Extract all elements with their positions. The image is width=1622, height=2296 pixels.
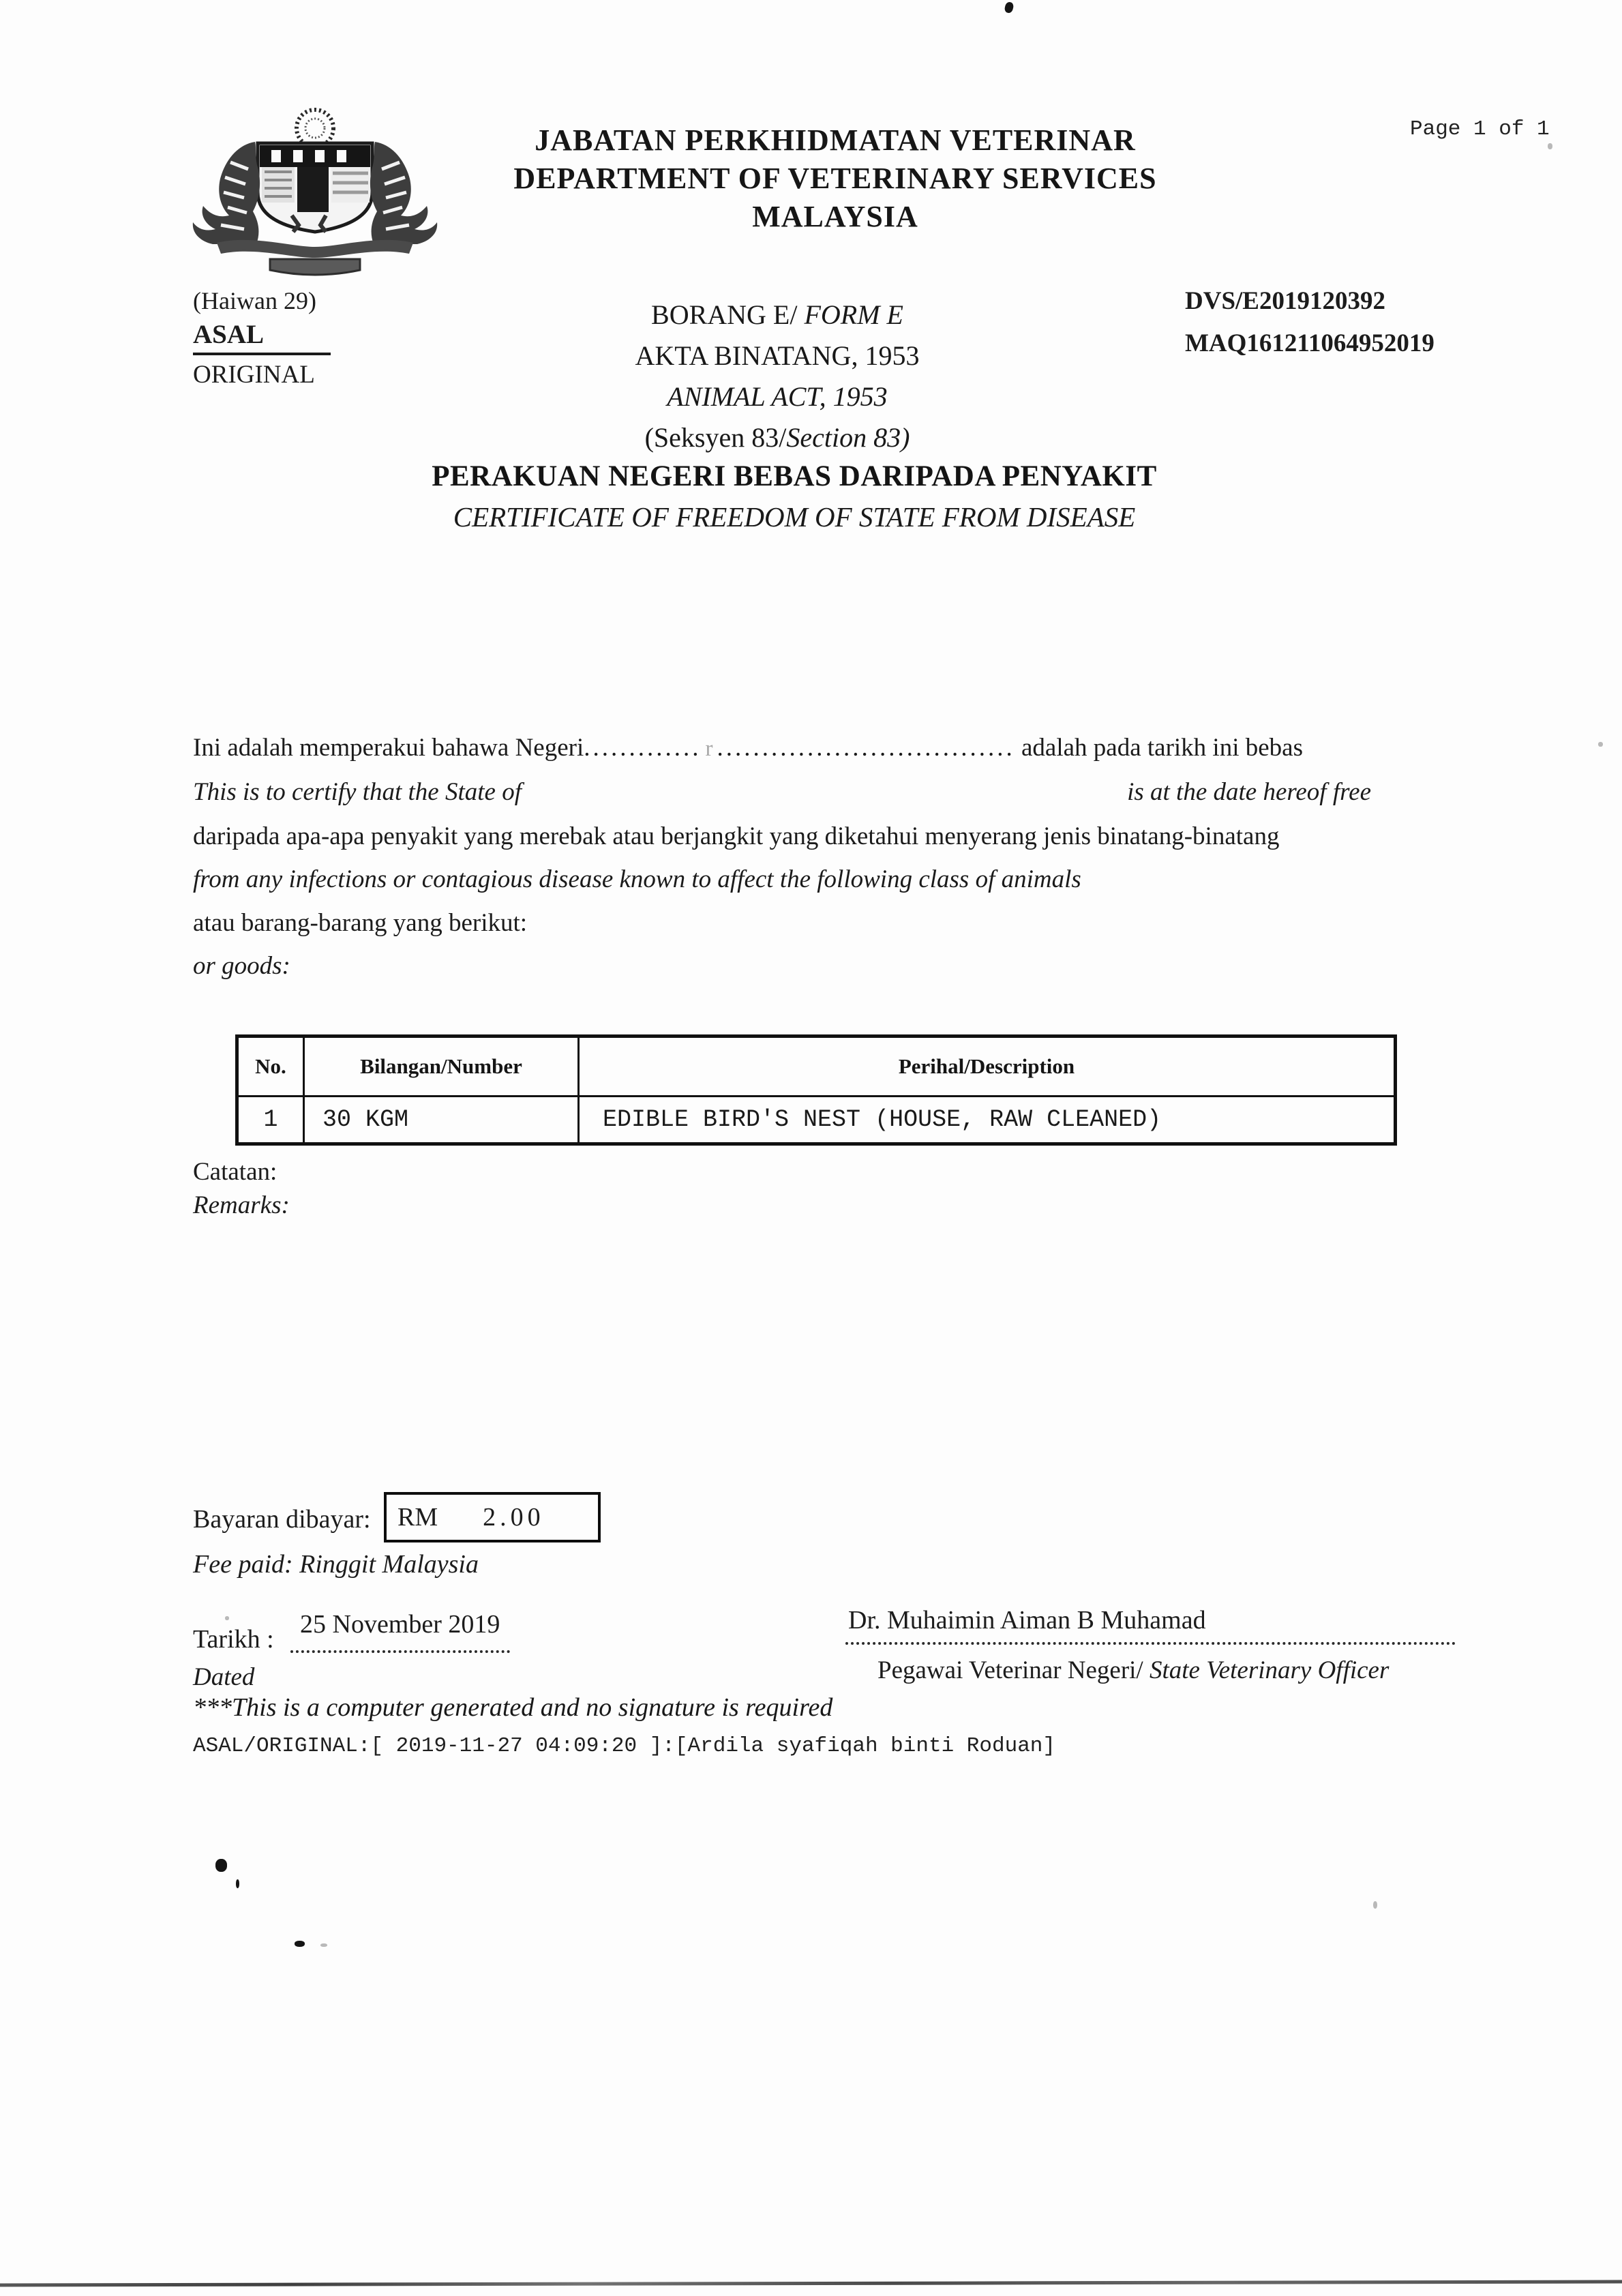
form-code-label: (Haiwan 29) bbox=[193, 287, 316, 314]
certificate-title-en: CERTIFICATE OF FREEDOM OF STATE FROM DISEASE bbox=[453, 501, 1136, 533]
page-number: Page 1 of 1 bbox=[1410, 117, 1550, 141]
column-header-number: Bilangan/Number bbox=[304, 1037, 579, 1097]
body-line-4: from any infections or contagious disease known to affect the following class of animals bbox=[193, 865, 1081, 893]
ink-speck bbox=[1004, 1, 1015, 14]
ink-speck-faint bbox=[1373, 1901, 1377, 1909]
remarks-label-en: Remarks: bbox=[193, 1191, 290, 1219]
goods-table bbox=[235, 1034, 1397, 1146]
ink-speck-faint bbox=[320, 1943, 327, 1947]
computer-generated-note: ***This is a computer generated and no signature is required bbox=[193, 1693, 833, 1722]
print-log-line: ASAL/ORIGINAL:[ 2019-11-27 04:09:20 ]:[Ardila syafiqah binti Roduan] bbox=[193, 1734, 1056, 1758]
copy-type-en: ORIGINAL bbox=[193, 361, 315, 389]
cell-no: 1 bbox=[237, 1097, 304, 1144]
reference-number-dvs: DVS/E2019120392 bbox=[1185, 287, 1385, 315]
ink-speck-faint bbox=[225, 1616, 229, 1620]
section-line: (Seksyen 83/Section 83) bbox=[644, 422, 910, 453]
officer-name: Dr. Muhaimin Aiman B Muhamad bbox=[848, 1606, 1206, 1635]
body-line-6: or goods: bbox=[193, 952, 290, 980]
form-id-block bbox=[505, 295, 1050, 458]
ink-speck-faint bbox=[1548, 143, 1552, 149]
goods-table-row bbox=[237, 1097, 1396, 1144]
cell-description: EDIBLE BIRD'S NEST (HOUSE, RAW CLEANED) bbox=[579, 1097, 1396, 1144]
act-line-my: AKTA BINATANG, 1953 bbox=[635, 340, 920, 371]
column-header-no: No. bbox=[237, 1037, 304, 1097]
copy-type-my: ASAL bbox=[193, 319, 331, 355]
reference-number-maq: MAQ161211064952019 bbox=[1185, 329, 1435, 357]
body-line-2: This is to certify that the State of is at the date hereof free bbox=[193, 778, 1371, 806]
header-line-en: DEPARTMENT OF VETERINARY SERVICES bbox=[513, 162, 1157, 195]
body-line-1: Ini adalah memperakui bahawa Negeri............. r ................................. adalah pada tarikh ini bebas bbox=[193, 734, 1303, 762]
fee-amount-box bbox=[384, 1492, 601, 1542]
certificate-title-my: PERAKUAN NEGERI BEBAS DARIPADA PENYAKIT bbox=[432, 460, 1157, 492]
goods-table-header-row bbox=[237, 1037, 1396, 1097]
date-label-en: Dated bbox=[193, 1663, 255, 1691]
form-name-line: BORANG E/ FORM E bbox=[651, 299, 903, 330]
ink-speck bbox=[236, 1879, 239, 1888]
date-value: 25 November 2019 bbox=[300, 1610, 500, 1639]
star-crescent-icon bbox=[297, 110, 333, 147]
fee-label-my: Bayaran dibayar: bbox=[193, 1505, 371, 1534]
ink-speck-faint bbox=[1598, 742, 1603, 747]
scan-edge-line bbox=[0, 2280, 1622, 2287]
body-line-3: daripada apa-apa penyakit yang merebak atau berjangkit yang diketahui menyerang jenis binatang-binatang bbox=[193, 822, 1280, 850]
ink-speck bbox=[295, 1941, 305, 1947]
fee-amount: 2.00 bbox=[483, 1503, 545, 1532]
remarks-label-my: Catatan: bbox=[193, 1158, 277, 1186]
column-header-description: Perihal/Description bbox=[579, 1037, 1396, 1097]
date-label-my: Tarikh : bbox=[193, 1625, 274, 1654]
header-line-my: JABATAN PERKHIDMATAN VETERINAR bbox=[535, 123, 1136, 157]
fee-currency: RM bbox=[397, 1503, 438, 1532]
department-header bbox=[423, 121, 1248, 236]
header-line-country: MALAYSIA bbox=[752, 200, 918, 233]
body-line-5: atau barang-barang yang berikut: bbox=[193, 909, 528, 937]
fee-label-en: Fee paid: Ringgit Malaysia bbox=[193, 1550, 479, 1579]
faint-scan-mark: r bbox=[705, 736, 713, 761]
officer-title: Pegawai Veterinar Negeri/ State Veterinary Officer bbox=[877, 1656, 1390, 1684]
act-line-en: ANIMAL ACT, 1953 bbox=[667, 381, 888, 412]
ink-speck bbox=[215, 1859, 227, 1872]
malaysia-coat-of-arms-logo bbox=[190, 101, 440, 280]
cell-number: 30 KGM bbox=[304, 1097, 579, 1144]
